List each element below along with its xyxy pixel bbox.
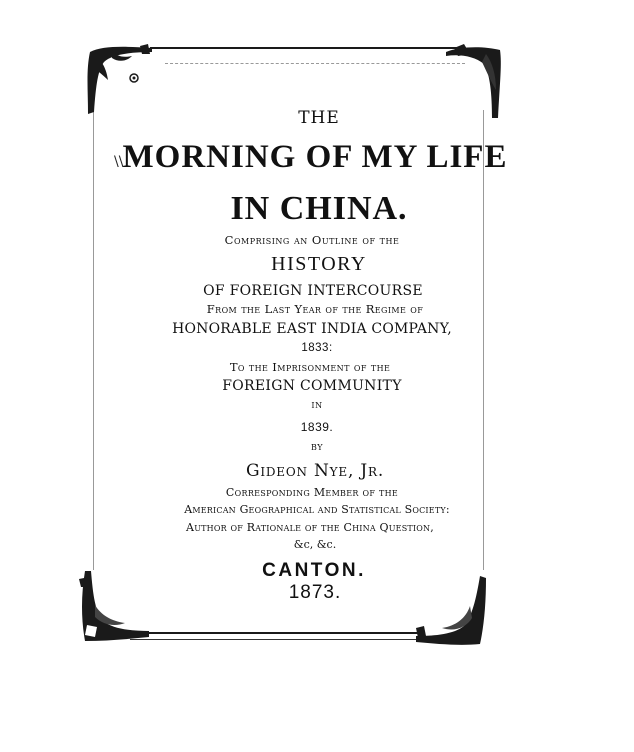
main-title: MORNING OF MY LIFE [122,139,508,175]
word-in: IN [311,401,323,410]
publication-year: 1873. [288,582,342,603]
author-name: Gideon Nye, Jr. [245,461,385,481]
border-bottom-thin-rule [130,639,430,640]
publication-place: CANTON. [262,560,366,581]
author-credential-1: Corresponding Member of the [225,486,399,499]
author-credential-2: American Geographical and Statistical Society: [184,503,450,516]
main-title-line-2: IN CHINA. [230,190,408,227]
word-by: BY [310,443,324,452]
et-cetera: &c, &c. [293,538,337,551]
margin-mark: \\ [114,154,124,170]
border-top-rule [150,47,460,49]
subtitle-history: HISTORY [271,253,367,275]
year-start: 1833: [301,342,333,354]
year-end: 1839. [300,420,334,434]
subtitle-company: HONORABLE EAST INDIA COMPANY, [172,321,452,337]
subtitle-from-last-year: From the Last Year of the Regime of [206,302,424,316]
subtitle-foreign-community: FOREIGN COMMUNITY [222,378,402,394]
author-credential-3: Author of Rationale of the China Question, [186,521,434,534]
subtitle-imprisonment: To the Imprisonment of the [229,360,391,374]
subtitle-comprising: Comprising an Outline of the [224,233,400,247]
title-article: THE [298,108,340,128]
subtitle-foreign-intercourse: OF FOREIGN INTERCOURSE [203,283,423,299]
border-top-thin-rule [165,63,465,64]
border-bottom-rule [135,632,425,634]
border-right-rule [483,110,484,570]
